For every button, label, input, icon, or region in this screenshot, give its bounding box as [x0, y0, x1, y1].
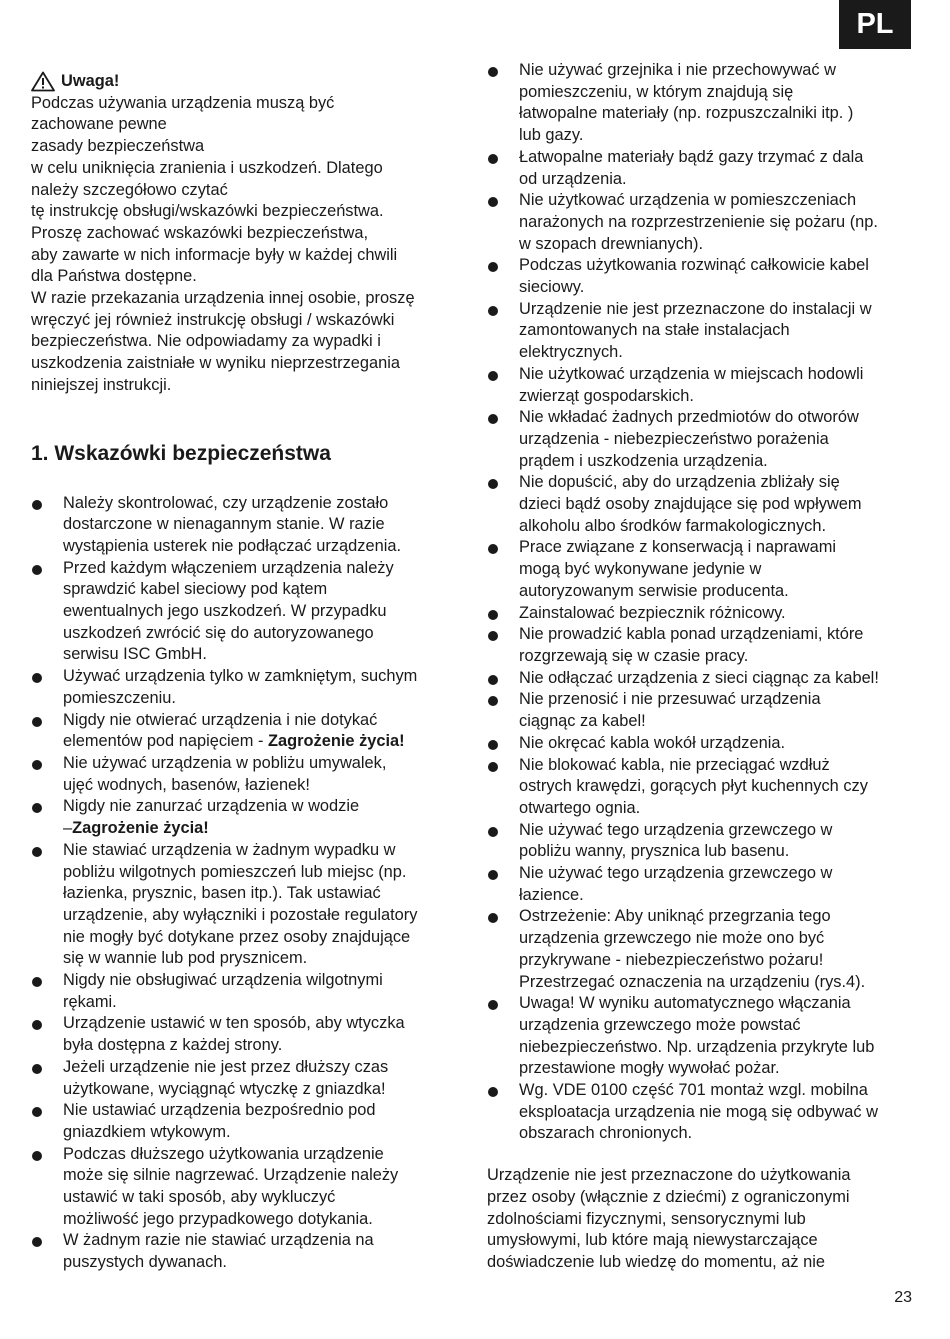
list-item-line: Wg. VDE 0100 część 701 montaż wzgl. mobilna	[519, 1081, 868, 1100]
list-item	[487, 624, 927, 667]
list-item	[487, 755, 927, 820]
list-item-line: Nie użytkować urządzenia w miejscach hodowli	[519, 364, 864, 383]
list-item-line: może się silnie nagrzewać. Urządzenie należy	[63, 1166, 399, 1185]
list-item-line: gniazdkiem wtykowym.	[63, 1122, 231, 1141]
list-item-line: Używać urządzenia tylko w zamkniętym, suchym	[63, 667, 418, 686]
list-item-line: rękami.	[63, 992, 117, 1011]
list-item-line: mogą być wykonywane jedynie w	[519, 560, 762, 579]
closing-line: Urządzenie nie jest przeznaczone do użytkowania	[487, 1166, 851, 1185]
list-item-line: Jeżeli urządzenie nie jest przez dłuższy czas	[63, 1057, 389, 1076]
list-item	[487, 472, 927, 537]
page-number: 23	[894, 1289, 912, 1306]
warning-title: Uwaga!	[61, 72, 120, 90]
list-item-line: Zainstalować bezpiecznik różnicowy.	[519, 603, 786, 622]
list-item-line: prądem i uszkodzenia urządzenia.	[519, 451, 768, 470]
list-item-line: ostrych krawędzi, gorących płyt kuchennych czy	[519, 777, 868, 796]
warning-text	[31, 93, 461, 397]
list-item-line: Ostrzeżenie: Aby uniknąć przegrzania tego	[519, 907, 831, 926]
list-item-line: pomieszczeniu, w którym znajdują się	[519, 82, 794, 101]
list-item	[487, 364, 927, 407]
list-item	[487, 60, 927, 147]
list-item-line: Nie stawiać urządzenia w żadnym wypadku w	[63, 840, 396, 859]
warning-line: bezpieczeństwa. Nie odpowiadamy za wypadki i	[31, 332, 381, 351]
list-item-line: dzieci bądź osoby znajdujące się pod wpływem	[519, 495, 862, 514]
warning-line: Proszę zachować wskazówki bezpieczeństwa,	[31, 223, 369, 242]
list-item-line: Uwaga! W wyniku automatycznego włączania	[519, 994, 851, 1013]
list-item	[31, 753, 461, 796]
list-item-text: elementów pod napięciem -	[63, 732, 268, 751]
list-item-line: otwartego ognia.	[519, 798, 641, 817]
warning-line: niniejszej instrukcji.	[31, 375, 172, 394]
list-item	[31, 666, 461, 709]
list-item	[487, 733, 927, 755]
list-item-line: urządzenia - niebezpieczeństwo porażenia	[519, 429, 829, 448]
list-item-line: Urządzenie nie jest przeznaczone do instalacji w	[519, 299, 872, 318]
list-item-line	[63, 731, 461, 753]
list-item	[487, 407, 927, 472]
list-item	[487, 820, 927, 863]
list-item-line: serwisu ISC GmbH.	[63, 645, 207, 664]
list-item-line: wystąpienia usterek nie podłączać urządzenia.	[63, 536, 402, 555]
list-item-line: Nie używać tego urządzenia grzewczego w	[519, 820, 833, 839]
list-item-line	[63, 818, 461, 840]
list-item	[31, 840, 461, 970]
closing-line: doświadczenie lub wiedzę do momentu, aż nie	[487, 1252, 826, 1271]
list-item-line: możliwość jego przypadkowego dotykania.	[63, 1209, 373, 1228]
list-item	[31, 970, 461, 1013]
list-item	[487, 906, 927, 993]
list-item-line: pobliżu wanny, prysznica lub basenu.	[519, 842, 790, 861]
list-item-line: nie mogły być dotykane przez osoby znajdujące	[63, 927, 411, 946]
list-item-line: Nie blokować kabla, nie przeciągać wzdłuż	[519, 755, 830, 774]
warning-line: W razie przekazania urządzenia innej osobie, proszę	[31, 289, 415, 308]
list-item-line: W żadnym razie nie stawiać urządzenia na	[63, 1231, 374, 1250]
list-item	[31, 558, 461, 667]
danger-warning: Zagrożenie życia!	[268, 732, 405, 751]
list-item-line: Nie prowadzić kabla ponad urządzeniami, które	[519, 625, 864, 644]
list-item-line: Podczas użytkowania rozwinąć całkowicie kabel	[519, 256, 869, 275]
list-item	[487, 537, 927, 602]
list-item-line: łazienka, prysznic, basen itp.). Tak ustawiać	[63, 884, 381, 903]
list-item-line: zwierząt gospodarskich.	[519, 386, 694, 405]
list-item-line: Prace związane z konserwacją i naprawami	[519, 538, 837, 557]
list-item-line: Podczas dłuższego użytkowania urządzenie	[63, 1144, 384, 1163]
list-item-line: Nie użytkować urządzenia w pomieszczeniach	[519, 191, 857, 210]
list-item	[31, 1230, 461, 1273]
list-item-line: urządzenie, aby wyłączniki i pozostałe regulatory	[63, 905, 418, 924]
list-item-line: użytkowane, wyciągnąć wtyczkę z gniazdka!	[63, 1079, 386, 1098]
warning-line: w celu uniknięcia zranienia i uszkodzeń. Dlatego	[31, 158, 383, 177]
list-item-line: Nie ustawiać urządzenia bezpośrednio pod	[63, 1101, 376, 1120]
list-item-line: ewentualnych jego uszkodzeń. W przypadku	[63, 602, 387, 621]
list-item-line: przykrywane - niebezpieczeństwo pożaru!	[519, 950, 824, 969]
danger-warning: Zagrożenie życia!	[72, 819, 209, 838]
right-column	[487, 60, 927, 1274]
list-item-line: pomieszczeniu.	[63, 688, 176, 707]
list-item	[487, 689, 927, 732]
list-item	[487, 255, 927, 298]
list-item	[31, 796, 461, 839]
list-item-line: Nie odłączać urządzenia z sieci ciągnąc za kabel!	[519, 668, 879, 687]
list-item-line: ciągnąc za kabel!	[519, 712, 646, 731]
list-item-line: Nie używać grzejnika i nie przechowywać w	[519, 61, 837, 79]
list-item-line: zamontowanych na stałe instalacjach	[519, 321, 790, 340]
list-item	[487, 863, 927, 906]
closing-line: umysłowymi, lub które mają niewystarczające	[487, 1231, 818, 1250]
warning-triangle-icon	[31, 71, 55, 92]
list-item-line: pobliżu wilgotnych pomieszczeń lub miejsc (np.	[63, 862, 407, 881]
warning-line: zachowane pewne	[31, 115, 167, 134]
list-item-line: urządzenia grzewczego może powstać	[519, 1015, 801, 1034]
list-item-line: łazience.	[519, 885, 584, 904]
list-item	[487, 299, 927, 364]
list-item-line: przestawione mogły wywołać pożar.	[519, 1059, 780, 1078]
list-item	[31, 1013, 461, 1056]
list-item-line: niebezpieczeństwo. Np. urządzenia przykryte lub	[519, 1037, 875, 1056]
list-item-line: uszkodzeń zwrócić się do autoryzowanego	[63, 623, 374, 642]
list-item	[487, 603, 927, 625]
list-item	[487, 993, 927, 1080]
closing-paragraph	[487, 1165, 927, 1274]
list-item	[31, 710, 461, 753]
list-item-line: była dostępna z każdej strony.	[63, 1036, 283, 1055]
list-item-line: Nie używać tego urządzenia grzewczego w	[519, 864, 833, 883]
list-item	[31, 1144, 461, 1231]
language-badge: PL	[839, 0, 911, 49]
warning-line: dla Państwa dostępne.	[31, 267, 197, 286]
list-item	[487, 147, 927, 190]
list-item-line: sieciowy.	[519, 278, 585, 297]
list-item-line: Nigdy nie zanurzać urządzenia w wodzie	[63, 797, 360, 816]
list-item-line: lub gazy.	[519, 126, 584, 145]
list-item-line: Łatwopalne materiały bądź gazy trzymać z dala	[519, 147, 864, 166]
list-item-line: autoryzowanym serwisie producenta.	[519, 581, 789, 600]
list-item-line: rozgrzewają się w czasie pracy.	[519, 646, 749, 665]
list-item-line: puszystych dywanach.	[63, 1253, 227, 1272]
list-item-line: w szopach drewnianych).	[519, 234, 704, 253]
warning-line: tę instrukcję obsługi/wskazówki bezpieczeństwa.	[31, 202, 384, 221]
list-item-line: Przed każdym włączeniem urządzenia należy	[63, 558, 394, 577]
warning-line: Podczas używania urządzenia muszą być	[31, 93, 335, 112]
warning-line: aby zawarte w nich informacje były w każdej chwili	[31, 245, 398, 264]
list-item-line: Nie dopuścić, aby do urządzenia zbliżały się	[519, 473, 840, 492]
list-item-line: od urządzenia.	[519, 169, 627, 188]
safety-list-left	[31, 493, 461, 1274]
list-item-line: alkoholu albo środków farmakologicznych.	[519, 516, 827, 535]
list-item-line: ujęć wodnych, basenów, łazienek!	[63, 775, 310, 794]
list-item-line: sprawdzić kabel sieciowy pod kątem	[63, 580, 328, 599]
warning-line: wręczyć jej również instrukcję obsługi / wskazówki	[31, 310, 395, 329]
list-item	[31, 493, 461, 558]
list-item	[31, 1057, 461, 1100]
list-item	[487, 1080, 927, 1145]
list-item	[487, 190, 927, 255]
list-item-line: Nie używać urządzenia w pobliżu umywalek,	[63, 753, 387, 772]
list-item-line: Nie wkładać żadnych przedmiotów do otworów	[519, 408, 859, 427]
list-item-line: dostarczone w nienagannym stanie. W razie	[63, 515, 385, 534]
warning-line: uszkodzenia zaistniałe w wyniku nieprzestrzegania	[31, 354, 400, 373]
list-item-line: się w wannie lub pod prysznicem.	[63, 949, 308, 968]
list-item-line: Nigdy nie obsługiwać urządzenia wilgotnymi	[63, 971, 383, 990]
list-item-line: eksploatacja urządzenia nie mogą się odbywać w	[519, 1102, 878, 1121]
list-item-line: narażonych na rozprzestrzenienie się pożaru (np.	[519, 212, 878, 231]
list-item-line: Nie przenosić i nie przesuwać urządzenia	[519, 690, 821, 709]
list-item-line: Przestrzegać oznaczenia na urządzeniu (rys.4).	[519, 972, 866, 991]
list-item-line: łatwopalne materiały (np. rozpuszczalniki itp. )	[519, 104, 854, 123]
section-title: 1. Wskazówki bezpieczeństwa	[31, 441, 331, 465]
list-item-text: –	[63, 819, 73, 838]
list-item	[487, 668, 927, 690]
warning-line: zasady bezpieczeństwa	[31, 137, 205, 156]
list-item-line: ustawić w taki sposób, aby wykluczyć	[63, 1188, 336, 1207]
list-item-line: obszarach chronionych.	[519, 1124, 693, 1143]
list-item-line: Należy skontrolować, czy urządzenie zostało	[63, 493, 389, 512]
safety-list-right	[487, 60, 927, 1145]
list-item-line: Urządzenie ustawić w ten sposób, aby wtyczka	[63, 1014, 405, 1033]
closing-line: zdolnościami fizycznymi, sensorycznymi lub	[487, 1209, 806, 1228]
list-item-line: urządzenia grzewczego nie może ono być	[519, 929, 825, 948]
closing-line: przez osoby (włącznie z dziećmi) z ograniczonymi	[487, 1187, 850, 1206]
list-item	[31, 1100, 461, 1143]
list-item-line: Nigdy nie otwierać urządzenia i nie dotykać	[63, 710, 378, 729]
list-item-line: Nie okręcać kabla wokół urządzenia.	[519, 733, 786, 752]
warning-line: należy szczegółowo czytać	[31, 180, 228, 199]
left-column	[31, 71, 461, 1274]
warning-heading	[31, 71, 461, 93]
list-item-line: elektrycznych.	[519, 343, 623, 362]
